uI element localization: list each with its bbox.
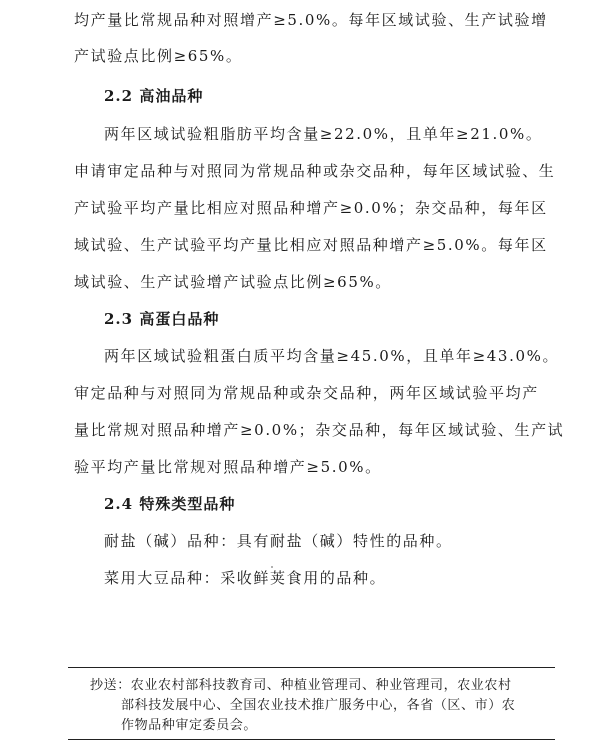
section-heading-2-3: 2.3 高蛋白品种	[104, 310, 220, 328]
section-heading-2-4: 2.4 特殊类型品种	[104, 495, 236, 513]
body-line: 量比常规对照品种增产≥0.0%；杂交品种，每年区域试验、生产试	[74, 421, 565, 439]
body-line: 产试验点比例≥65%。	[74, 47, 243, 65]
body-line: 验平均产量比常规对照品种增产≥5.0%。	[74, 458, 382, 476]
cc-bottom-rule	[68, 739, 555, 740]
body-line: 耐盐（碱）品种：具有耐盐（碱）特性的品种。	[104, 532, 453, 550]
scan-speck	[271, 566, 273, 568]
body-line: 审定品种与对照同为常规品种或杂交品种，两年区域试验平均产	[74, 384, 539, 402]
cc-top-rule	[68, 667, 555, 668]
body-line: 申请审定品种与对照同为常规品种或杂交品种，每年区域试验、生	[74, 162, 556, 180]
body-line: 菜用大豆品种：采收鲜荚食用的品种。	[104, 569, 387, 587]
body-line: 均产量比常规品种对照增产≥5.0%。每年区域试验、生产试验增	[74, 11, 548, 29]
body-line: 域试验、生产试验平均产量比相应对照品种增产≥5.0%。每年区	[74, 236, 548, 254]
cc-line: 部科技发展中心、全国农业技术推广服务中心，各省（区、市）农	[121, 698, 516, 713]
cc-line: 抄送：农业农村部科技教育司、种植业管理司、种业管理司，农业农村	[90, 678, 512, 693]
cc-line: 作物品种审定委员会。	[121, 718, 258, 733]
section-heading-2-2: 2.2 高油品种	[104, 87, 204, 105]
body-line: 两年区域试验粗脂肪平均含量≥22.0%，且单年≥21.0%。	[104, 125, 543, 143]
body-line: 域试验、生产试验增产试验点比例≥65%。	[74, 273, 392, 291]
body-line: 两年区域试验粗蛋白质平均含量≥45.0%，且单年≥43.0%。	[104, 347, 560, 365]
body-line: 产试验平均产量比相应对照品种增产≥0.0%；杂交品种，每年区	[74, 199, 548, 217]
